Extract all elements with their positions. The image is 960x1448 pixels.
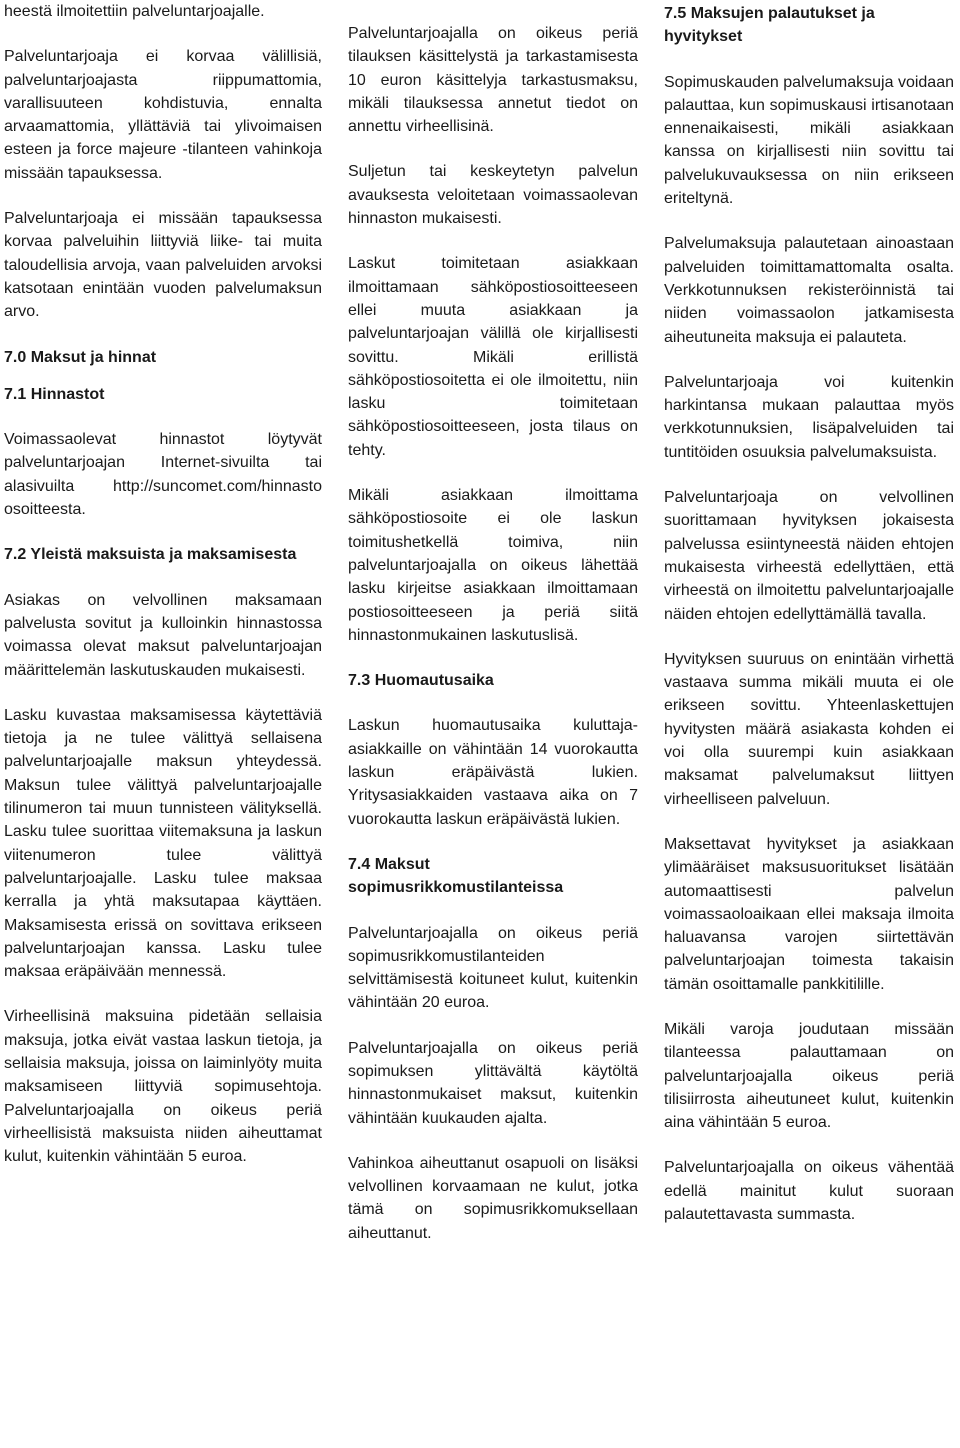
paragraph: Palveluntarjoaja on velvollinen suorittamaan hyvityksen jokaisesta palvelussa esiintyneestä näiden ehtojen mukaisesta virheestä edellyttäen, että virheestä on ilmoitettu palveluntarjoajalle näiden ehtojen edellyttämällä tavalla. (664, 489, 954, 623)
paragraph: Asiakas on velvollinen maksamaan palvelusta sovitut ja kulloinkin hinnastossa voimassa olevat maksut palveluntarjoajan määrittelemän laskutuskauden mukaisesti. (4, 591, 322, 679)
column-left (4, 0, 322, 1448)
paragraph: Mikäli varoja joudutaan missään tilanteessa palauttamaan on palveluntarjoajalla oikeus periä tilisiirrosta aiheutuneet kulut, kuitenkin aina vähintään 5 euroa. (664, 1020, 954, 1132)
paragraph: Palveluntarjoajalla on oikeus vähentää edellä mainitut kulut suoraan palautettavasta summasta. (664, 1159, 954, 1224)
paragraph: Mikäli asiakkaan ilmoittama sähköpostiosoite ei ole laskun toimitushetkellä toimiva, niin palveluntarjoajalla on oikeus lähettää lasku kirjeitse asiakkaan ilmoittamaan postiosoitteeseen ja periä siitä hinnastonmukainen laskutuslisä. (348, 487, 638, 644)
paragraph: Sopimuskauden palvelumaksuja voidaan palauttaa, kun sopimuskausi irtisanotaan ennenaikaisesti, mikäli asiakkaan kanssa on kirjallisesti niin sovittu tai palvelukuvauksessa on niin erikseen eriteltynä. (664, 73, 954, 208)
section-heading-7-5: 7.5 Maksujen palautukset ja hyvitykset (664, 5, 875, 46)
paragraph: Palveluntarjoajalla on oikeus periä sopimuksen ylittävältä käytöltä hinnastonmukaiset maksut, kuitenkin vähintään kuukauden ajalta. (348, 1039, 638, 1127)
paragraph: Palveluntarjoaja ei missään tapauksessa korvaa palveluihin liittyviä liike- tai muita taloudellisia arvoja, vaan palveluiden arvoksi katsotaan enintään vuoden palvelumaksun arvo. (4, 210, 322, 321)
paragraph: heestä ilmoitettiin palveluntarjoajalle. (4, 3, 265, 20)
paragraph: Hyvityksen suuruus on enintään virhettä vastaava summa mikäli muuta ei ole erikseen sovittu. Yhteenlaskettujen hyvitysten määrä asiakasta kohden ei voi olla suurempi kuin asiakkaan maksamat palvelumaksut liittyen virheelliseen palveluun. (664, 650, 954, 808)
paragraph: Vahinkoa aiheuttanut osapuoli on lisäksi velvollinen korvaamaan ne kulut, jotka tämä on sopimusrikkomuksellaan aiheuttanut. (348, 1154, 638, 1242)
section-heading-7-1: 7.1 Hinnastot (4, 385, 105, 403)
column-right (664, 0, 954, 1448)
paragraph: Palveluntarjoaja ei korvaa välillisiä, palveluntarjoajasta riippumattomia, varallisuuteen kohdistuvia, ennalta arvaamattomia, yllättäviä tai ylivoimaisen esteen ja force majeure -tilanteen vahinkoja missään tapauksessa. (4, 48, 322, 182)
paragraph: Palveluntarjoaja voi kuitenkin harkintansa mukaan palauttaa myös verkkotunnuksien, lisäpalveluiden tai tuntitöiden osuuksia palvelumaksuista. (664, 373, 954, 461)
paragraph: Lasku kuvastaa maksamisessa käytettäviä tietoja ja ne tulee välittyä sellaisena palveluntarjoajalle maksun yhteydessä. Maksun tulee välittyä palveluntarjoajalle tilinumeron tai muun tunnisteen välityksellä. Lasku tulee suorittaa viitemaksuna ja laskun viitenumeron tulee välittyä palveluntarjoajalle. Lasku tulee maksaa kerralla ja yhtä maksutapaa käyttäen. Maksamisesta erissä on sovittava erikseen palveluntarjoajan kanssa. Lasku tulee maksaa eräpäivään mennessä. (4, 706, 322, 981)
paragraph: Laskun huomautusaika kuluttaja-asiakkaille on vähintään 14 vuorokautta laskun eräpäivästä lukien. Yritysasiakkaiden vastaava aika on 7 vuorokautta laskun eräpäivästä lukien. (348, 717, 638, 828)
section-heading-7-4: 7.4 Maksut sopimusrikkomustilanteissa (348, 855, 564, 897)
column-middle (348, 0, 638, 1448)
section-heading-7-2: 7.2 Yleistä maksuista ja maksamisesta (4, 546, 297, 564)
paragraph: Maksettavat hyvitykset ja asiakkaan ylimääräiset maksusuoritukset lisätään automaattisesti palvelun voimassaoloaikaan ellei maksaja ilmoita haluavansa varojen siirtettävän palveluntarjoajan toimesta takaisin tämän osoittamalle pankkitilille. (664, 835, 954, 993)
paragraph: Laskut toimitetaan asiakkaan ilmoittamaan sähköpostiosoitteeseen ellei muuta asiakkaan ja palveluntarjoajan välillä ole kirjallisesti sovittu. Mikäli erillistä sähköpostiosoitetta ei ole ilmoitettu, niin lasku toimitetaan sähköpostiosoitteeseen, josta tilaus on tehty. (348, 255, 638, 459)
section-heading-7-0: 7.0 Maksut ja hinnat (4, 348, 157, 366)
paragraph: Virheellisinä maksuina pidetään sellaisia maksuja, jotka eivät vastaa laskun tietoja, ja sellaisia maksuja, joissa on laiminlyöty muita maksamiseen liittyviä sopimusehtoja. Palveluntarjoajalla on oikeus periä virheellisistä maksuista niiden aiheuttamat kulut, kuitenkin vähintään 5 euroa. (4, 1008, 322, 1166)
section-heading-7-3: 7.3 Huomautusaika (348, 672, 494, 690)
paragraph: Voimassaolevat hinnastot löytyvät palveluntarjoajan Internet-sivuilta tai alasivuilta http://suncomet.com/hinnasto osoitteesta. (4, 431, 322, 519)
paragraph: Palvelumaksuja palautetaan ainoastaan palveluiden toimittamattomalta osalta. Verkkotunnuksen rekisteröinnistä tai niiden voimassaolon jatkamisesta aiheutuneita maksuja ei palauteta. (664, 235, 954, 346)
paragraph: Palveluntarjoajalla on oikeus periä sopimusrikkomustilanteiden selvittämisestä koituneet kulut, kuitenkin vähintään 20 euroa. (348, 924, 638, 1012)
paragraph: Palveluntarjoajalla on oikeus periä tilauksen käsittelystä ja tarkastamisesta 10 euron käsittelyja tarkastusmaksu, mikäli tilauksessa annetut tiedot on annettu virheellisinä. (348, 25, 638, 136)
paragraph: Suljetun tai keskeytetyn palvelun avauksesta veloitetaan voimassaolevan hinnaston mukaisesti. (348, 163, 638, 228)
